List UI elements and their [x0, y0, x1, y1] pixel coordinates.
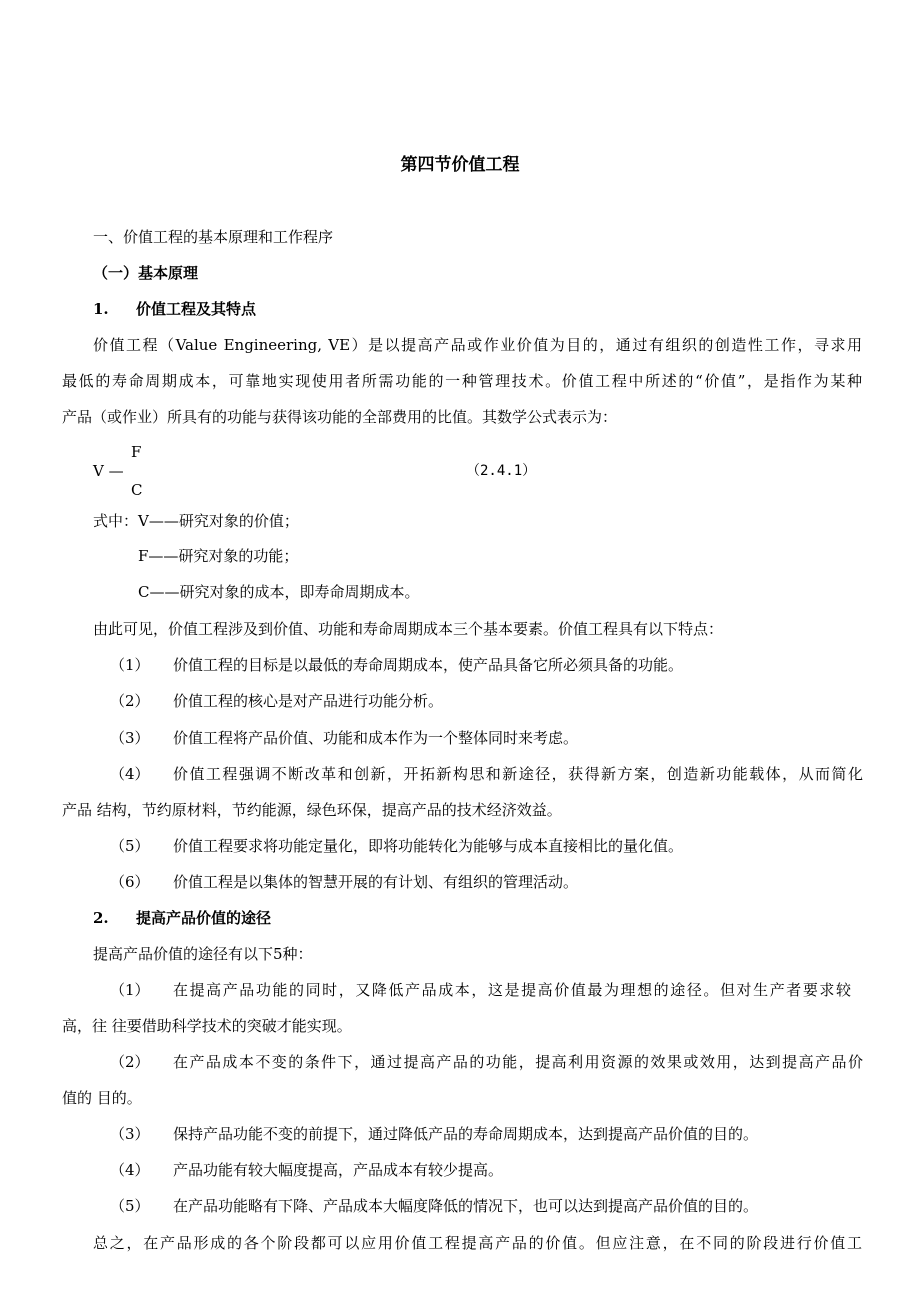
way-5-number: （5） [110, 1197, 150, 1215]
paragraph-4: 总之，在产品形成的各个阶段都可以应用价值工程提高产品的价值。但应注意，在不同的阶段进行价值工 [93, 1234, 862, 1252]
formula-numerator: F [131, 443, 142, 461]
way-1-text: 在提高产品功能的同时，又降低产品成本，这是提高价值最为理想的途径。但对生产者要求较 [173, 981, 851, 999]
paragraph-3: 提高产品价值的途径有以下5种： [93, 945, 313, 963]
heading-2-text: 提高产品价值的途径 [136, 909, 272, 927]
way-5-text: 在产品功能略有下降、产品成本大幅度降低的情况下，也可以达到提高产品价值的目的。 [173, 1197, 759, 1215]
feature-5-text: 价值工程要求将功能定量化，即将功能转化为能够与成本直接相比的量化值。 [173, 837, 684, 855]
paragraph-1-line-1: 价值工程（Value Engineering, VE）是以提高产品或作业价值为目的，通过有组织的创造性工作，寻求用 [93, 336, 862, 354]
page-title: 第四节价值工程 [400, 155, 520, 175]
subsection-heading: （一）基本原理 [93, 264, 199, 282]
feature-6-text: 价值工程是以集体的智慧开展的有计划、有组织的管理活动。 [173, 873, 579, 891]
heading-1-number: 1. [93, 300, 109, 318]
formula-lhs: V — [93, 462, 124, 480]
feature-1-number: （1） [110, 656, 150, 674]
where-line-2: F——研究对象的功能； [138, 547, 299, 565]
feature-3-number: （3） [110, 729, 150, 747]
way-2-text: 在产品成本不变的条件下，通过提高产品的功能，提高利用资源的效果或效用，达到提高产品价 [173, 1053, 863, 1071]
paragraph-2: 由此可见，价值工程涉及到价值、功能和寿命周期成本三个基本要素。价值工程具有以下特点： [93, 620, 724, 638]
heading-2-number: 2. [93, 909, 109, 927]
where-line-3: C——研究对象的成本，即寿命周期成本。 [138, 583, 420, 601]
feature-1-text: 价值工程的目标是以最低的寿命周期成本，使产品具备它所必须具备的功能。 [173, 656, 684, 674]
feature-4-number: （4） [110, 765, 150, 783]
feature-6-number: （6） [110, 873, 150, 891]
way-2-continuation: 值的 目的。 [62, 1089, 142, 1107]
formula-equation-number: （2.4.1） [466, 463, 537, 479]
formula-denominator: C [131, 481, 143, 499]
way-1-continuation: 高，往 往要借助科学技术的突破才能实现。 [62, 1017, 352, 1035]
way-2-number: （2） [110, 1053, 150, 1071]
paragraph-1-line-2: 最低的寿命周期成本，可靠地实现使用者所需功能的一种管理技术。价值工程中所述的“价值”，是指作为某种 [62, 372, 862, 390]
way-4-number: （4） [110, 1161, 150, 1179]
feature-4-continuation: 产品 结构，节约原材料，节约能源，绿色环保，提高产品的技术经济效益。 [62, 801, 562, 819]
section-heading: 一、价值工程的基本原理和工作程序 [93, 228, 334, 246]
paragraph-1-line-3: 产品（或作业）所具有的功能与获得该功能的全部费用的比值。其数学公式表示为： [62, 408, 618, 426]
feature-2-text: 价值工程的核心是对产品进行功能分析。 [173, 692, 444, 710]
feature-4-text: 价值工程强调不断改革和创新，开拓新构思和新途径，获得新方案，创造新功能载体，从而简化 [173, 765, 863, 783]
feature-3-text: 价值工程将产品价值、功能和成本作为一个整体同时来考虑。 [173, 729, 579, 747]
heading-1-text: 价值工程及其特点 [136, 300, 257, 318]
way-3-text: 保持产品功能不变的前提下，通过降低产品的寿命周期成本，达到提高产品价值的目的。 [173, 1125, 759, 1143]
way-1-number: （1） [110, 981, 150, 999]
feature-5-number: （5） [110, 837, 150, 855]
way-3-number: （3） [110, 1125, 150, 1143]
where-line-1: 式中：V——研究对象的价值； [93, 512, 299, 530]
feature-2-number: （2） [110, 692, 150, 710]
way-4-text: 产品功能有较大幅度提高，产品成本有较少提高。 [173, 1161, 504, 1179]
